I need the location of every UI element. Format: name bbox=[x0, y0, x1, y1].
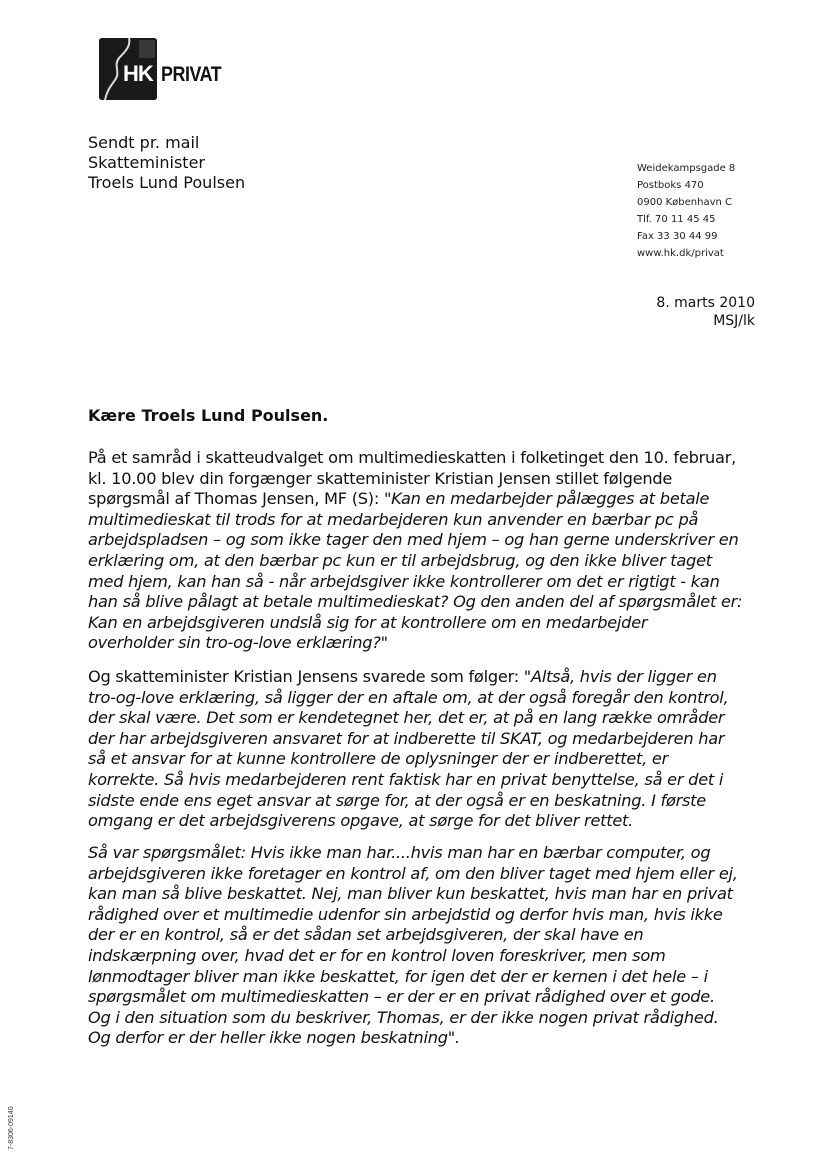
text-line: Kan en arbejdsgiveren undslå sig for at kontrollere om en medarbejder bbox=[88, 612, 648, 632]
text-line: multimedieskat til trods for at medarbejderen kun anvender en bærbar pc på bbox=[88, 509, 699, 529]
document-code: 7-8306-09140 bbox=[8, 1106, 15, 1150]
paragraph-3 bbox=[88, 843, 768, 1049]
text-line: Og derfor er der heller ikke nogen beskatning". bbox=[88, 1028, 460, 1048]
text-line: kan man så blive beskattet. Nej, man bliver kun beskattet, hvis man har en privat bbox=[88, 884, 733, 904]
logo-mark-text: HK bbox=[123, 61, 153, 86]
hk-logo-mark bbox=[99, 38, 157, 100]
text-line: rådighed over et multimedie udenfor sin arbejdstid og derfor hvis man, hvis ikke bbox=[88, 904, 723, 924]
letter-date: 8. marts 2010 bbox=[656, 295, 755, 311]
address-street: Weidekampsgade 8 bbox=[637, 163, 736, 174]
text-line: arbejdspladsen – og som ikke tager den med hjem – og han gerne underskriver en bbox=[88, 530, 739, 550]
recipient-line: Skatteminister bbox=[88, 153, 205, 172]
text-line: med hjem, kan han så - når arbejdsgiver ikke kontrollerer om det er rigtigt - kan bbox=[88, 571, 720, 591]
paragraph-2 bbox=[88, 667, 768, 832]
hk-privat-logo bbox=[99, 38, 232, 100]
text-line: sidste ende ens eget ansvar at sørge for, at der også er en beskatning. I første bbox=[88, 790, 706, 810]
sender-address-block bbox=[637, 160, 735, 262]
address-fax: Fax 33 30 44 99 bbox=[637, 231, 718, 242]
logo-text: PRIVAT bbox=[161, 63, 222, 86]
paragraph-1 bbox=[88, 448, 768, 654]
text-line: korrekte. Så hvis medarbejderen rent faktisk har en privat benyttelse, så er det i bbox=[88, 769, 724, 789]
text-line: Og skatteminister Kristian Jensens svarede som følger: "Altså, hvis der ligger en bbox=[88, 667, 717, 686]
recipient-block bbox=[88, 133, 245, 193]
address-phone: Tlf. 70 11 45 45 bbox=[637, 214, 716, 225]
address-pobox: Postboks 470 bbox=[637, 180, 704, 191]
text-line: kl. 10.00 blev din forgænger skatteminister Kristian Jensen stillet følgende bbox=[88, 468, 673, 488]
text-line: På et samråd i skatteudvalget om multimedieskatten i folketinget den 10. februar, bbox=[88, 448, 736, 467]
text-line: spørgsmålet om multimedieskatten – er der er en privat rådighed over et gode. bbox=[88, 987, 715, 1007]
text-line: så et ansvar for at kunne kontrollere de oplysninger der er indberettet, er bbox=[88, 749, 669, 769]
date-block bbox=[656, 294, 755, 330]
greeting: Kære Troels Lund Poulsen. bbox=[88, 406, 329, 425]
text-line: erklæring om, at den bærbar pc kun er til arbejdsbrug, og den ikke bliver taget bbox=[88, 550, 712, 570]
text-line: tro-og-love erklæring, så ligger der en aftale om, at der også foregår den kontrol, bbox=[88, 687, 729, 707]
text-line: arbejdsgiveren ikke foretager en kontrol af, om den bliver taget med hjem eller ej, bbox=[88, 863, 738, 883]
text-line: omgang er det arbejdsgiverens opgave, at sørge for det bliver rettet. bbox=[88, 811, 634, 831]
text-line: spørgsmål af Thomas Jensen, MF (S): "Kan en medarbejder pålægges at betale bbox=[88, 489, 710, 509]
reference-initials: MSJ/lk bbox=[713, 313, 755, 329]
text-line: Så var spørgsmålet: Hvis ikke man har....hvis man har en bærbar computer, og bbox=[88, 843, 711, 862]
text-line: indskærpning over, hvad det er for en kontrol loven foreskriver, men som bbox=[88, 945, 666, 965]
address-city: 0900 København C bbox=[637, 197, 733, 208]
text-line: overholder sin tro-og-love erklæring?" bbox=[88, 633, 388, 653]
recipient-line: Troels Lund Poulsen bbox=[88, 173, 246, 192]
text-line: han så blive pålagt at betale multimedieskat? Og den anden del af spørgsmålet er: bbox=[88, 592, 743, 612]
text-line: der har arbejdsgiveren ansvaret for at indberette til SKAT, og medarbejderen har bbox=[88, 728, 725, 748]
text-line: der er en kontrol, så er det sådan set arbejdsgiveren, der skal have en bbox=[88, 925, 644, 945]
address-website: www.hk.dk/privat bbox=[637, 248, 724, 259]
text-line: der skal være. Det som er kendetegnet her, det er, at på en lang række områder bbox=[88, 708, 725, 728]
recipient-line: Sendt pr. mail bbox=[88, 133, 200, 152]
text-line: Og i den situation som du beskriver, Thomas, er der ikke nogen privat rådighed. bbox=[88, 1007, 719, 1027]
text-line: lønmodtager bliver man ikke beskattet, for igen det der er kernen i det hele – i bbox=[88, 966, 708, 986]
